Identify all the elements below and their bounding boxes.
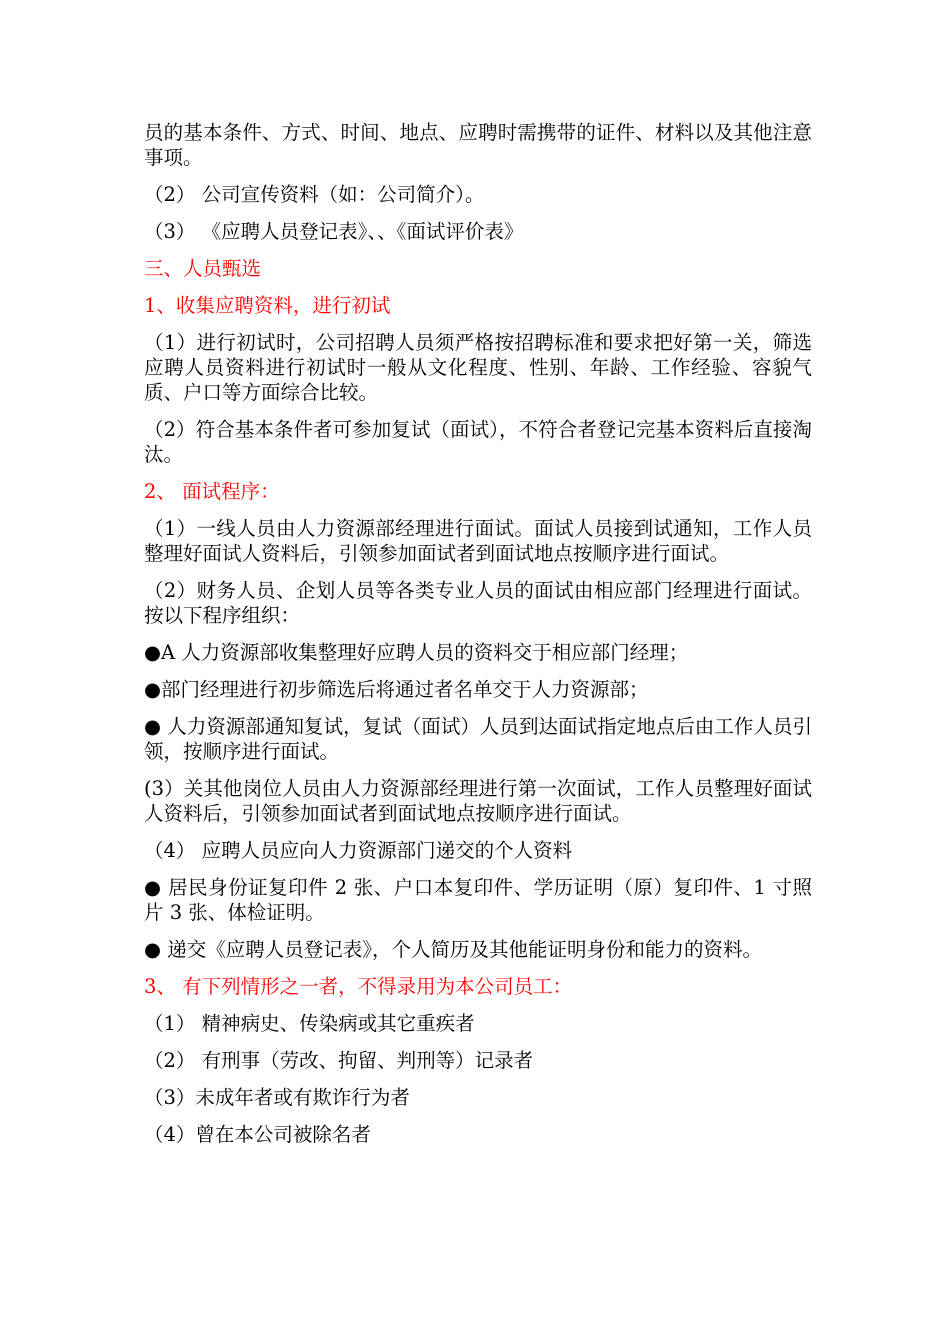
list-item-company-brochure: （2） 公司宣传资料（如：公司简介）。 [144,183,485,206]
bullet-manager-screening: ●部门经理进行初步筛选后将通过者名单交于人力资源部； [144,678,649,701]
list-item-forms: （3） 《应聘人员登记表》、、《面试评价表》 [144,220,524,243]
list-item-previously-dismissed: （4）曾在本公司被除名者 [144,1123,371,1146]
document-page [144,120,812,1159]
paragraph-other-positions: (3）关其他岗位人员由人力资源部经理进行第一次面试，工作人员整理好面试人资料后，引领参加面试者到面试地点按顺序进行面试。 [144,777,812,825]
subheading-interview-procedure: 2、 面试程序： [144,480,280,503]
paragraph-retest-eligibility: （2）符合基本条件者可参加复试（面试），不符合者登记完基本资料后直接淘汰。 [144,418,812,466]
list-item-criminal-record: （2） 有刑事（劳改、拘留、判刑等）记录者 [144,1049,534,1072]
paragraph-recruitment-notice-continued: 员的基本条件、方式、时间、地点、应聘时需携带的证件、材料以及其他注意事项。 [144,121,812,169]
section-heading-screening: 三、人员甄选 [144,257,262,280]
paragraph-professional-interview: （2）财务人员、企划人员等各类专业人员的面试由相应部门经理进行面试。按以下程序组织： [144,579,812,627]
bullet-registration-form: ● 递交《应聘人员登记表》，个人简历及其他能证明身份和能力的资料。 [144,938,762,961]
paragraph-personal-documents: （4） 应聘人员应向人力资源部门递交的个人资料 [144,839,573,862]
bullet-id-copies: ● 居民身份证复印件 2 张、户口本复印件、学历证明（原）复印件、1 寸照片 3 张、体检证明。 [144,876,812,924]
bullet-hr-notifies: ● 人力资源部通知复试，复试（面试）人员到达面试指定地点后由工作人员引领，按顺序进行面试。 [144,715,812,763]
bullet-hr-collects: ●A 人力资源部收集整理好应聘人员的资料交于相应部门经理； [144,641,689,664]
subheading-disqualifications: 3、 有下列情形之一者，不得录用为本公司员工： [144,975,573,998]
paragraph-initial-screening: （1）进行初试时，公司招聘人员须严格按招聘标准和要求把好第一关，筛选应聘人员资料进行初试时一般从文化程度、性别、年龄、工作经验、容貌气质、户口等方面综合比较。 [144,331,812,404]
subheading-collect-materials: 1、收集应聘资料，进行初试 [144,294,391,317]
paragraph-frontline-interview: （1）一线人员由人力资源部经理进行面试。面试人员接到试通知，工作人员整理好面试人资料后，引领参加面试者到面试地点按顺序进行面试。 [144,517,812,565]
list-item-illness: （1） 精神病史、传染病或其它重疾者 [144,1012,475,1035]
list-item-minor-fraud: （3）未成年者或有欺诈行为者 [144,1086,410,1109]
